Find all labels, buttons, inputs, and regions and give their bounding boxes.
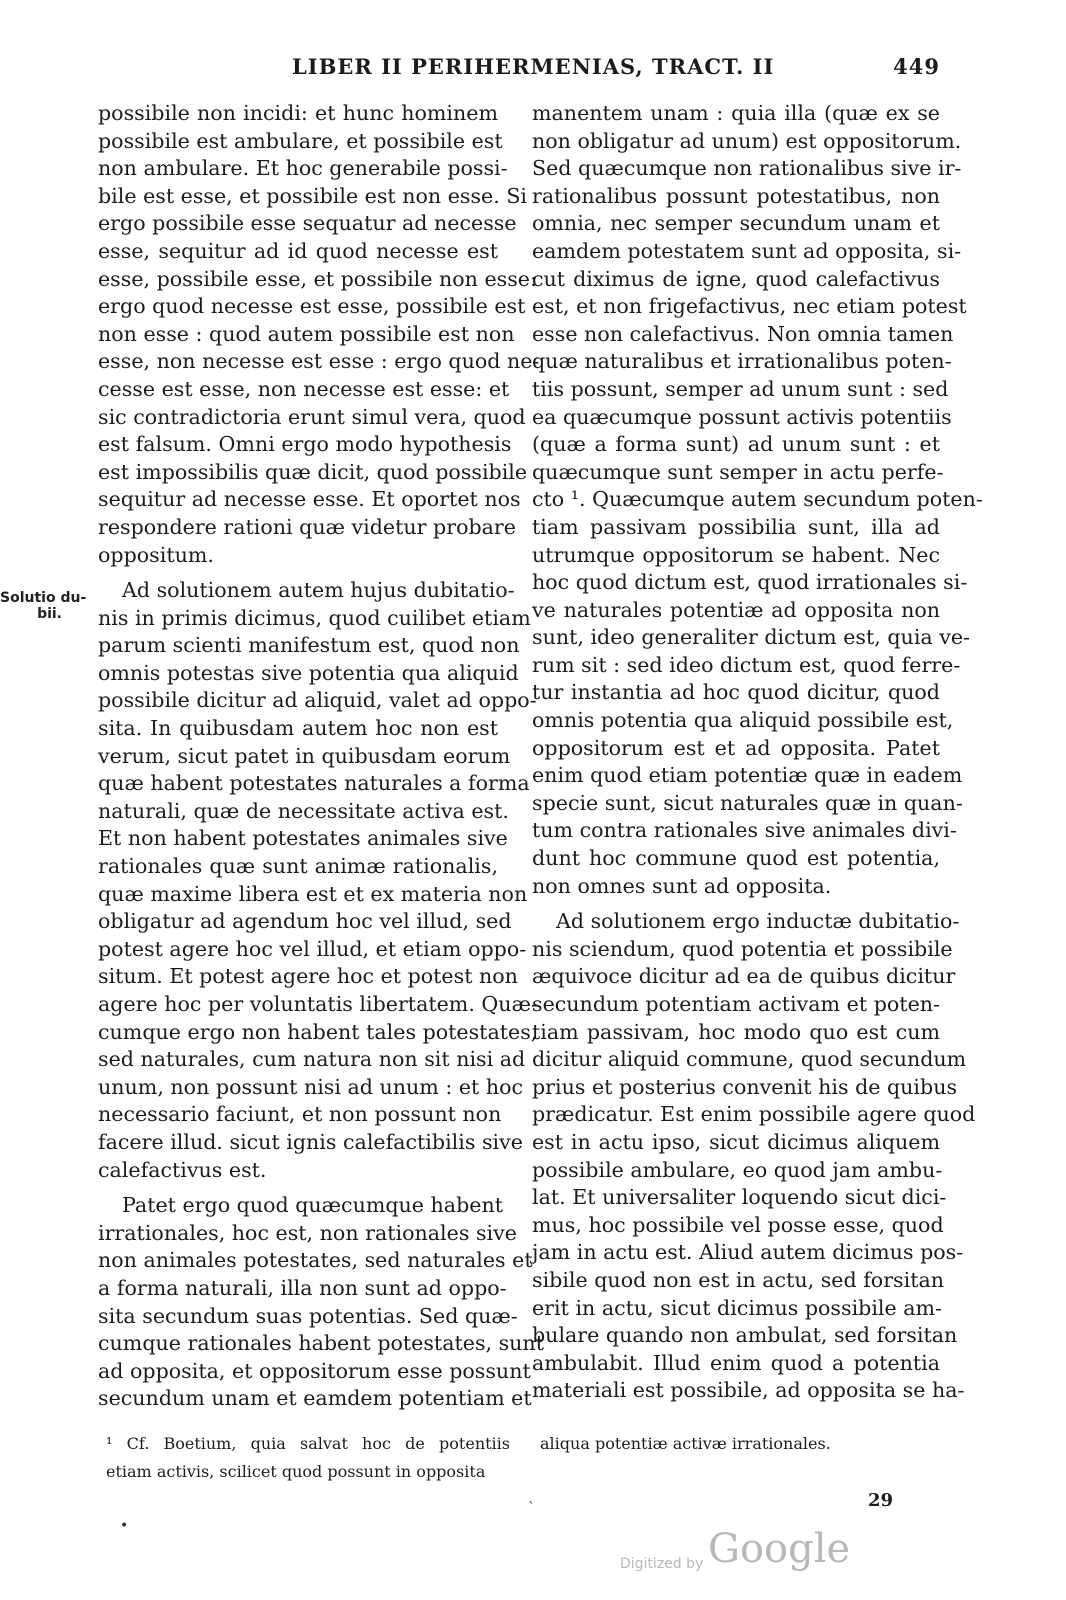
text-line: ergo quod necesse est esse, possibile est [98, 294, 526, 319]
text-line: est impossibilis quæ dicit, quod possibile [98, 459, 528, 484]
text-line: erit in actu, sicut dicimus possibile am- [532, 1295, 943, 1320]
text-line: rationales quæ sunt animæ rationalis, [98, 854, 498, 879]
text-line: irrationales, hoc est, non rationales sive [98, 1220, 517, 1245]
text-line: esse non calefactivus. Non omnia tamen [532, 321, 954, 346]
text-line: est in actu ipso, sicut dicimus aliquem [532, 1129, 940, 1154]
text-line: cumque rationales habent potestates, sunt [98, 1331, 544, 1356]
text-line: non obligatur ad unum) est oppositorum. [532, 128, 962, 153]
text-line: tiam passivam, hoc modo quo est cum [532, 1019, 940, 1044]
ink-speck: ` [528, 1500, 535, 1516]
text-line: Sed quæcumque non rationalibus sive ir- [532, 156, 962, 181]
text-line: est falsum. Omni ergo modo hypothesis [98, 432, 512, 457]
text-line: nis sciendum, quod potentia et possibile [532, 936, 953, 961]
text-line: ea quæcumque possunt activis potentiis [532, 404, 952, 429]
text-line: prædicatur. Est enim possibile agere quod [532, 1102, 976, 1127]
text-line: ad opposita, et oppositorum esse possunt [98, 1358, 531, 1383]
margin-note-line: bii. [37, 606, 62, 622]
text-line: dunt hoc commune quod est potentia, [532, 846, 940, 871]
text-line: sita secundum suas potentias. Sed quæ- [98, 1303, 518, 1328]
text-line: tum contra rationales sive animales divi- [532, 818, 957, 843]
text-line: quæ naturalibus et irrationalibus poten- [532, 349, 952, 374]
page-number: 449 [893, 54, 940, 79]
footnote-line: ¹ Cf. Boetium, quia salvat hoc de potentiis [106, 1434, 510, 1453]
text-line: tur instantia ad hoc quod dicitur, quod [532, 680, 940, 705]
text-line: esse, sequitur ad id quod necesse est [98, 238, 498, 263]
text-line: facere illud. sicut ignis calefactibilis sive [98, 1129, 523, 1154]
text-line: quæcumque sunt semper in actu perfe- [532, 459, 944, 484]
signature-mark: 29 [868, 1490, 894, 1511]
footnote-line: aliqua potentiæ activæ irrationales. [540, 1434, 831, 1453]
text-line: obligatur ad agendum hoc vel illud, sed [98, 909, 512, 934]
text-line: omnis potestas sive potentia qua aliquid [98, 660, 519, 685]
text-line: parum scienti manifestum est, quod non [98, 633, 520, 658]
text-line: non omnes sunt ad opposita. [532, 873, 832, 898]
text-line: Et non habent potestates animales sive [98, 826, 508, 851]
text-line: cesse est esse, non necesse est esse: et [98, 376, 510, 401]
text-line: Ad solutionem autem hujus dubitatio- [122, 578, 515, 603]
text-line: secundum unam et eamdem potentiam et [98, 1386, 532, 1411]
text-line: situm. Et potest agere hoc et potest non [98, 964, 518, 989]
text-line: utrumque oppositorum se habent. Nec [532, 542, 940, 567]
text-line: sunt, ideo generaliter dictum est, quia ve- [532, 625, 971, 650]
text-line: possibile non incidi: et hunc hominem [98, 101, 498, 125]
text-line: eamdem potestatem sunt ad opposita, si- [532, 238, 962, 263]
text-line: cumque ergo non habent tales potestates, [98, 1019, 538, 1044]
google-logo: Google [708, 1526, 851, 1572]
text-line: ergo possibile esse sequatur ad necesse [98, 211, 517, 236]
text-line: quæ maxime libera est et ex materia non [98, 881, 528, 906]
text-line: tiam passivam possibilia sunt, illa ad [532, 514, 940, 539]
text-line: specie sunt, sicut naturales quæ in quan- [532, 790, 963, 815]
text-line: sequitur ad necesse esse. Et oportet nos [98, 487, 521, 512]
text-line: non animales potestates, sed naturales et [98, 1248, 533, 1273]
text-line: possibile ambulare, eo quod jam ambu- [532, 1157, 943, 1182]
text-line: a forma naturali, illa non sunt ad oppo- [98, 1275, 507, 1300]
text-line: omnia, nec semper secundum unam et [532, 211, 940, 236]
text-line: naturali, quæ de necessitate activa est. [98, 798, 509, 823]
text-line: cut diximus de igne, quod calefactivus [532, 266, 940, 291]
text-line: cto ¹. Quæcumque autem secundum poten- [532, 487, 983, 512]
text-line: lat. Et universaliter loquendo sicut dici- [532, 1185, 947, 1210]
margin-note [0, 590, 92, 622]
text-line: prius et posterius convenit his de quibus [532, 1074, 958, 1099]
text-line: unum, non possunt nisi ad unum : et hoc [98, 1074, 524, 1099]
text-line: esse, non necesse est esse : ergo quod ne- [98, 349, 540, 374]
text-line: mus, hoc possibile vel posse esse, quod [532, 1212, 944, 1237]
text-line: bile est esse, et possibile est non esse. Si [98, 183, 528, 208]
paragraph-gap [98, 569, 498, 577]
text-line: sita. In quibusdam autem hoc non est [98, 716, 498, 741]
text-line: potest agere hoc vel illud, et etiam oppo- [98, 936, 527, 961]
footnote-left [106, 1432, 510, 1487]
text-line: non esse : quod autem possibile est non [98, 321, 515, 346]
text-line: Ad solutionem ergo inductæ dubitatio- [556, 909, 960, 934]
digitized-watermark [620, 1526, 851, 1576]
text-line: calefactivus est. [98, 1157, 267, 1182]
text-line: sic contradictoria erunt simul vera, quod [98, 404, 526, 429]
text-line: omnis potentia qua aliquid possibile est, [532, 708, 954, 733]
text-line: quæ habent potestates naturales a forma [98, 771, 530, 796]
text-line: hoc quod dictum est, quod irrationales si- [532, 570, 968, 595]
text-line: enim quod etiam potentiæ quæ in eadem [532, 763, 963, 788]
paragraph-gap [532, 900, 940, 908]
text-line: Patet ergo quod quæcumque habent [122, 1193, 503, 1218]
footnote-right [540, 1432, 940, 1460]
text-line: est, et non frigefactivus, nec etiam potest [532, 294, 967, 319]
text-line: ve naturales potentiæ ad opposita non [532, 597, 940, 622]
text-line: secundum potentiam activam et poten- [532, 992, 940, 1016]
text-line: non ambulare. Et hoc generabile possi- [98, 156, 508, 181]
text-line: verum, sicut patet in quibusdam eorum [98, 743, 511, 768]
running-title: LIBER II PERIHERMENIAS, TRACT. II [292, 54, 775, 79]
paragraph-gap [98, 1184, 498, 1192]
text-line: ambulabit. Illud enim quod a potentia [532, 1350, 940, 1375]
left-column [98, 100, 544, 1413]
running-header [280, 54, 940, 86]
text-line: sibile quod non est in actu, sed forsitan [532, 1267, 945, 1292]
text-line: rationalibus possunt potestatibus, non [532, 183, 940, 208]
text-line: possibile dicitur ad aliquid, valet ad oppo- [98, 688, 537, 713]
text-line: æquivoce dicitur ad ea de quibus dicitur [532, 964, 956, 989]
right-column [532, 100, 983, 1405]
margin-note-line: Solutio du- [0, 590, 87, 606]
footnote-line: etiam activis, scilicet quod possunt in opposita [106, 1461, 486, 1481]
text-line: possibile est ambulare, et possibile est [98, 128, 503, 153]
text-line: oppositorum est et ad opposita. Patet [532, 735, 940, 760]
text-line: jam in actu est. Aliud autem dicimus pos- [532, 1240, 964, 1265]
text-line: oppositum. [98, 542, 214, 567]
text-line: tiis possunt, semper ad unum sunt : sed [532, 376, 949, 401]
ink-speck: • [120, 1518, 129, 1534]
text-line: sed naturales, cum natura non sit nisi ad [98, 1047, 526, 1072]
text-line: necessario faciunt, et non possunt non [98, 1102, 502, 1127]
text-line: bulare quando non ambulat, sed forsitan [532, 1323, 958, 1348]
text-line: dicitur aliquid commune, quod secundum [532, 1047, 967, 1072]
text-line: (quæ a forma sunt) ad unum sunt : et [532, 432, 940, 457]
text-line: nis in primis dicimus, quod cuilibet etiam [98, 605, 531, 630]
text-line: rum sit : sed ideo dictum est, quod ferre- [532, 652, 961, 677]
text-line: agere hoc per voluntatis libertatem. Quæ- [98, 992, 538, 1016]
text-line: materiali est possibile, ad opposita se ha- [532, 1378, 965, 1403]
text-line: respondere rationi quæ videtur probare [98, 514, 516, 539]
watermark-prefix: Digitized by [620, 1556, 704, 1572]
text-line: esse, possibile esse, et possibile non esse: [98, 266, 537, 291]
text-line: manentem unam : quia illa (quæ ex se [532, 101, 940, 125]
